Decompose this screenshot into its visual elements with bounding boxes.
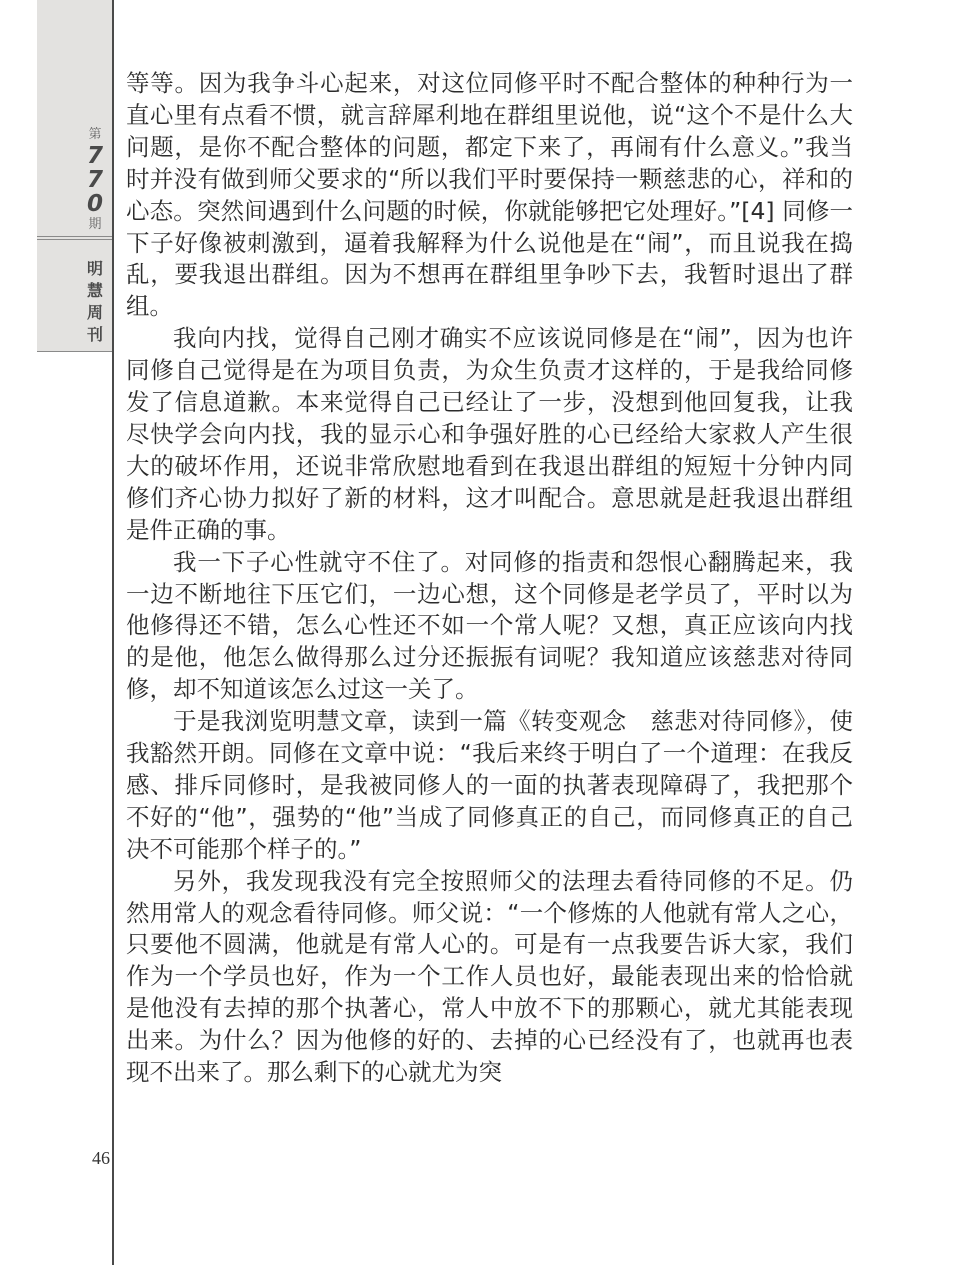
issue-digit: 7: [86, 167, 103, 193]
sidebar-bottom-rule: [37, 351, 112, 352]
magazine-char: 刊: [86, 325, 103, 344]
magazine-char: 明: [86, 259, 103, 278]
magazine-char: 慧: [86, 281, 103, 300]
paragraph: 我向内找，觉得自己刚才确实不应该说同修是在“闹”，因为也许同修自己觉得是在为项目负责，为众生负责才这样的，于是我给同修发了信息道歉。本来觉得自己已经让了一步，没想到他回复我，让我尽快学会向内找，我的显示心和争强好胜的心已经给大家救人产生很大的破坏作用，还说非常欣慰地看到在我退出群组的短短十分钟内同修们齐心协力拟好了新的材料，这才叫配合。意思就是赶我退出群组是件正确的事。: [126, 324, 853, 544]
paragraph: 我一下子心性就守不住了。对同修的指责和怨恨心翻腾起来，我一边不断地往下压它们，一边心想，这个同修是老学员了，平时以为他修得还不错，怎么心性还不如一个常人呢？又想，真正应该向内找的是他，他怎么做得那么过分还振振有词呢？我知道应该慈悲对待同修，却不知道该怎么过这一关了。: [126, 547, 853, 704]
issue-digit: 7: [86, 143, 103, 169]
issue-suffix: 期: [88, 217, 102, 232]
paragraph: 于是我浏览明慧文章，读到一篇《转变观念 慈悲对待同修》，使我豁然开朗。同修在文章中说：“我后来终于明白了一个道理：在我反感、排斥同修时，是我被同修人的一面的执著表现障碍了，我把那个不好的“他”，强势的“他”当成了同修真正的自己，而同修真正的自己决不可能那个样子的。”: [126, 707, 853, 863]
margin-rule: [112, 0, 114, 1265]
magazine-char: 周: [86, 303, 103, 322]
page-number: 46: [92, 1148, 110, 1168]
issue-digit: 0: [86, 191, 103, 217]
paragraph: 另外，我发现我没有完全按照师父的法理去看待同修的不足。仍然用常人的观念看待同修。师父说：“一个修炼的人他就有常人之心，只要他不圆满，他就是有常人心的。可是有一点我要告诉大家，我们作为一个学员也好，作为一个工作人员也好，最能表现出来的恰恰就是他没有去掉的那个执著心，常人中放不下的那颗心，就尤其能表现出来。为什么？因为他修的好的、去掉的心已经没有了，也就再也表现不出来了。那么剩下的心就尤为突: [126, 866, 853, 1087]
sidebar-divider: [37, 236, 112, 240]
issue-prefix: 第: [88, 127, 102, 142]
magazine-name: [78, 258, 112, 346]
issue-number-block: [78, 126, 112, 234]
paragraph: 等等。因为我争斗心起来，对这位同修平时不配合整体的种种行为一直心里有点看不惯，就言辞犀利地在群组里说他，说“这个不是什么大问题，是你不配合整体的问题，都定下来了，再闹有什么意义。”我当时并没有做到师父要求的“所以我们平时要保持一颗慈悲的心，祥和的心态。突然间遇到什么问题的时候，你就能够把它处理好。”[4] 同修一下子好像被刺激到，逼着我解释为什么说他是在“闹”，而且说我在捣乱，要我退出群组。因为不想再在群组里争吵下去，我暂时退出了群组。: [126, 69, 853, 321]
article-body: [126, 68, 853, 1089]
